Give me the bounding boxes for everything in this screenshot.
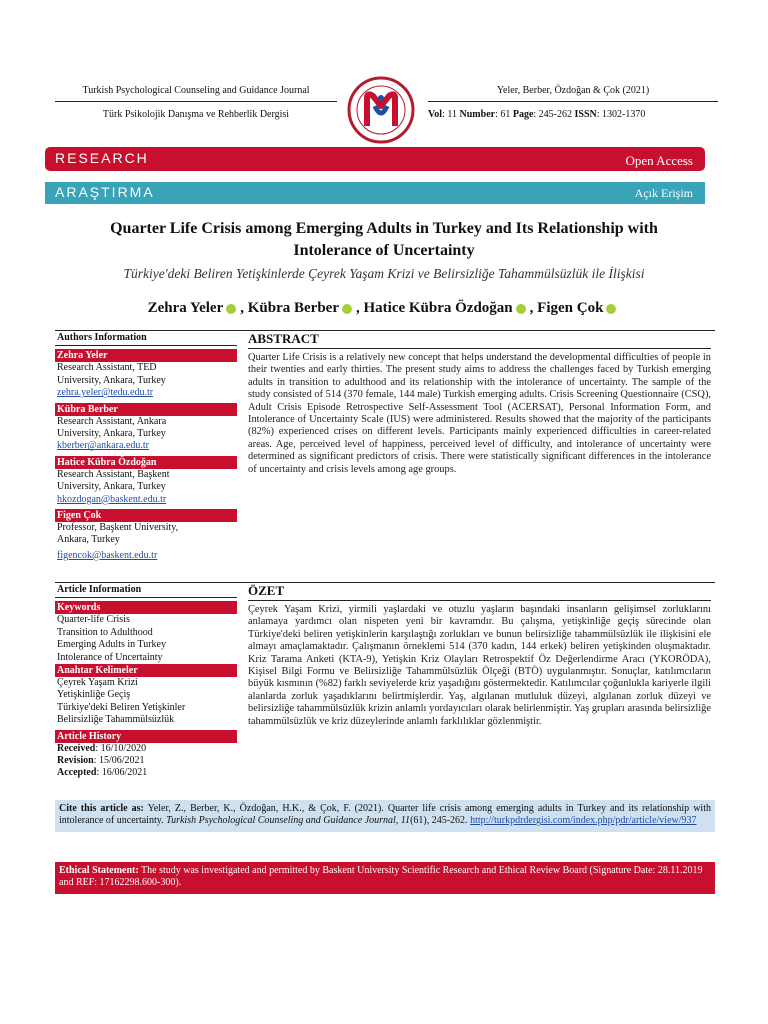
anahtar-item: Yetişkinliğe Geçiş [57,689,131,701]
ethical-label: Ethical Statement: [59,865,139,876]
author-list: Zehra Yeler , Kübra Berber , Hatice Kübra Özdoğan , Figen Çok [60,300,708,317]
revision-label: Revision [57,755,94,767]
cite-box [55,800,715,832]
issn-value: : 1302-1370 [596,109,646,120]
author-name: Hatice Kübra Özdoğan [363,300,513,316]
abstract-section [248,331,711,476]
author-affiliation: Research Assistant, TED [57,362,157,374]
header-divider-left [55,101,337,102]
abstract-text: Quarter Life Crisis is a relatively new concept that helps understand the developmental difficulties of people in their twenties and early thirties. The present study aims to address the challenges faced by Turkish emerging adults in transition to adulthood and its relationship with the intolerance of uncertainty. The sample of the study consisted of 514 (370 female, 144 male) Turkish emerging adults. Crisis Screening Questionnaire (CSQ), Adult Crisis Episode Retrospective Self-Assessment Tool (ACERSAT), Personal Information Form, and Intolerance of Uncertainty Scale (IUS) were administered. Results showed that the majority of the participants (82%) experienced crises on different levels. Participants mainly experienced difficulties in career-related areas. Age, perceived level of happiness, perceived level of difficulty, and intolerance of uncertainty were determined as significant predictors of crisis. There were statistically significant differences in the intolerance of uncertainty and crisis levels among age groups. [248,352,711,475]
received-date [55,743,237,755]
research-label: RESEARCH [55,150,149,166]
research-bar [45,147,705,171]
accepted-value: : 16/06/2021 [96,767,148,779]
revision-value: : 15/06/2021 [93,755,145,767]
author-info-name: Zehra Yeler [55,349,237,362]
ozet-text: Çeyrek Yaşam Krizi, yirmili yaşlardaki ve otuzlu yaşların başındaki insanların gelişimsel zorluklarını anlamaya yardımcı olan nispeten yeni bir kavramdır. Bu çalışma, yetişkinliğe geçiş sürecinde olan Türkiye'deki beliren yetişkinlerin karşılaştığı zorlukları ve bunun belirsizliğe tahammülsüzlük ile ilişkisini ele almayı amaçlamaktadır. Çalışmanın örneklemi 514 (370 kadın, 144 erkek) beliren yetişkinden oluşmaktadır. Kriz Tarama Anketi (KTA-9), Yetişkin Kriz Olayları Retrospektif Öz Değerlendirme Aracı (YKORÖDA), Kişisel Bilgi Formu ve Belirsizliğe Tahammülsüzlük Ölçeği (BTÖ) uygulanmıştır. Sonuçlar, katılımcıların büyük kısmının (%82) farklı seviyelerde kriz yaşadığını göstermektedir. Katılımcılar çoğunlukla kariyerle ilgili alanlarda zorluk yaşadıklarını belirtmişlerdir. Yaş, algılanan mutluluk düzeyi, algılanan zorluk düzeyi ve belirsizliğe tahammülsüzlük krizin anlamlı yordayıcıları olarak belirlenmiştir. Yaş grupları arasında belirsizliğe tahammülsüzlük ve kriz düzeylerinde anlamlı farklılıklar gözlenmiştir. [248,604,711,727]
keyword-item: Transition to Adulthood [57,626,153,638]
accepted-date [55,767,237,779]
orcid-icon[interactable] [516,304,526,314]
orcid-icon[interactable] [226,304,236,314]
article-info-heading: Article Information [55,584,237,598]
article-information [55,584,237,780]
author-email-link[interactable]: hkozdogan@baskent.edu.tr [57,493,167,505]
keywords-label: Keywords [55,601,237,614]
number-label: Number [459,109,496,120]
received-value: : 16/10/2020 [95,742,147,754]
ethical-statement [55,862,715,894]
author-name: Zehra Yeler [147,300,224,316]
article-history-label: Article History [55,730,237,743]
page-label: Page [512,109,534,120]
ozet-heading: ÖZET [248,583,711,601]
keyword-item: Intolerance of Uncertainty [57,651,163,663]
revision-date [55,755,237,767]
title-line-2: Intolerance of Uncertainty [293,242,475,259]
arastirma-bar [45,182,705,204]
orcid-icon[interactable] [606,304,616,314]
author-affiliation: University, Ankara, Turkey [57,374,166,386]
journal-logo [345,76,417,144]
vol-label: Vol [428,109,443,120]
cite-url-link[interactable]: http://turkpdrdergisi.com/index.php/pdr/article/view/937 [470,815,697,827]
author-info-name: Hatice Kübra Özdoğan [55,456,237,469]
vol-value: : 11 [442,109,458,120]
anahtar-item: Türkiye'deki Beliren Yetişkinler [57,701,186,713]
article-title [60,218,708,262]
anahtar-item: Belirsizliğe Tahammülsüzlük [57,714,175,726]
author-email-link[interactable]: zehra.yeler@tedu.edu.tr [57,387,154,399]
keyword-item: Emerging Adults in Turkey [57,639,166,651]
author-email-link[interactable]: kberber@ankara.edu.tr [57,440,149,452]
author-email-link[interactable]: figencok@baskent.edu.tr [57,549,158,561]
orcid-icon[interactable] [342,304,352,314]
journal-logo-icon [345,76,417,144]
keyword-item: Quarter-life Crisis [57,614,130,626]
received-label: Received [57,742,96,754]
author-affiliation: Research Assistant, Başkent [57,468,170,480]
issue-info [428,108,718,121]
ozet-section [248,583,711,728]
author-info-name: Figen Çok [55,509,237,522]
journal-name-tr: Türk Psikolojik Danışma ve Rehberlik Dergisi [102,109,290,120]
authors-short: Yeler, Berber, Özdoğan & Çok (2021) [496,85,650,96]
open-access-label: Open Access [625,153,693,168]
anahtar-kelimeler-label: Anahtar Kelimeler [55,664,237,677]
title-line-1: Quarter Life Crisis among Emerging Adults in Turkey and Its Relationship with [110,220,658,237]
journal-name-en: Turkish Psychological Counseling and Guidance Journal [82,85,310,96]
header-divider-right [428,101,718,102]
authors-info-heading: Authors Information [55,332,237,346]
cite-issue: (61), 245-262. [410,815,471,827]
cite-text: Yeler, Z., Berber, K., Özdoğan, H.K., & Çok, F. (2021). Quarter life crisis among emerging adults in Turkey and its relationship with intolerance of uncertainty. [59,803,711,827]
issn-label: ISSN [574,109,597,120]
author-info-name: Kübra Berber [55,403,237,416]
accepted-label: Accepted [57,767,97,779]
author-affiliation: University, Ankara, Turkey [57,428,166,440]
author-affiliation: Research Assistant, Ankara [57,415,167,427]
cite-label: Cite this article as: [59,803,144,814]
author-affiliation: Ankara, Turkey [57,534,120,546]
acik-erisim-label: Açık Erişim [634,186,693,200]
author-name: Figen Çok [537,300,604,316]
author-affiliation: Professor, Başkent University, [57,522,179,534]
cite-journal: Turkish Psychological Counseling and Guidance Journal, 11 [166,815,411,827]
arastirma-label: ARAŞTIRMA [55,184,155,200]
ethical-text: The study was investigated and permitted by Baskent University Scientific Research and Ethical Review Board (Signature Date: 28.11.2019 and REF: 17162298.600-300). [59,865,703,889]
page-value: : 245-262 [533,109,573,120]
anahtar-item: Çeyrek Yaşam Krizi [57,677,138,689]
author-name: Kübra Berber [247,300,339,316]
number-value: : 61 [495,109,511,120]
authors-information [55,332,237,562]
author-affiliation: University, Ankara, Turkey [57,481,166,493]
abstract-heading: ABSTRACT [248,331,711,349]
article-subtitle: Türkiye'deki Beliren Yetişkinlerde Çeyrek Yaşam Krizi ve Belirsizliğe Tahammülsüzlük ile İlişkisi [123,266,645,281]
